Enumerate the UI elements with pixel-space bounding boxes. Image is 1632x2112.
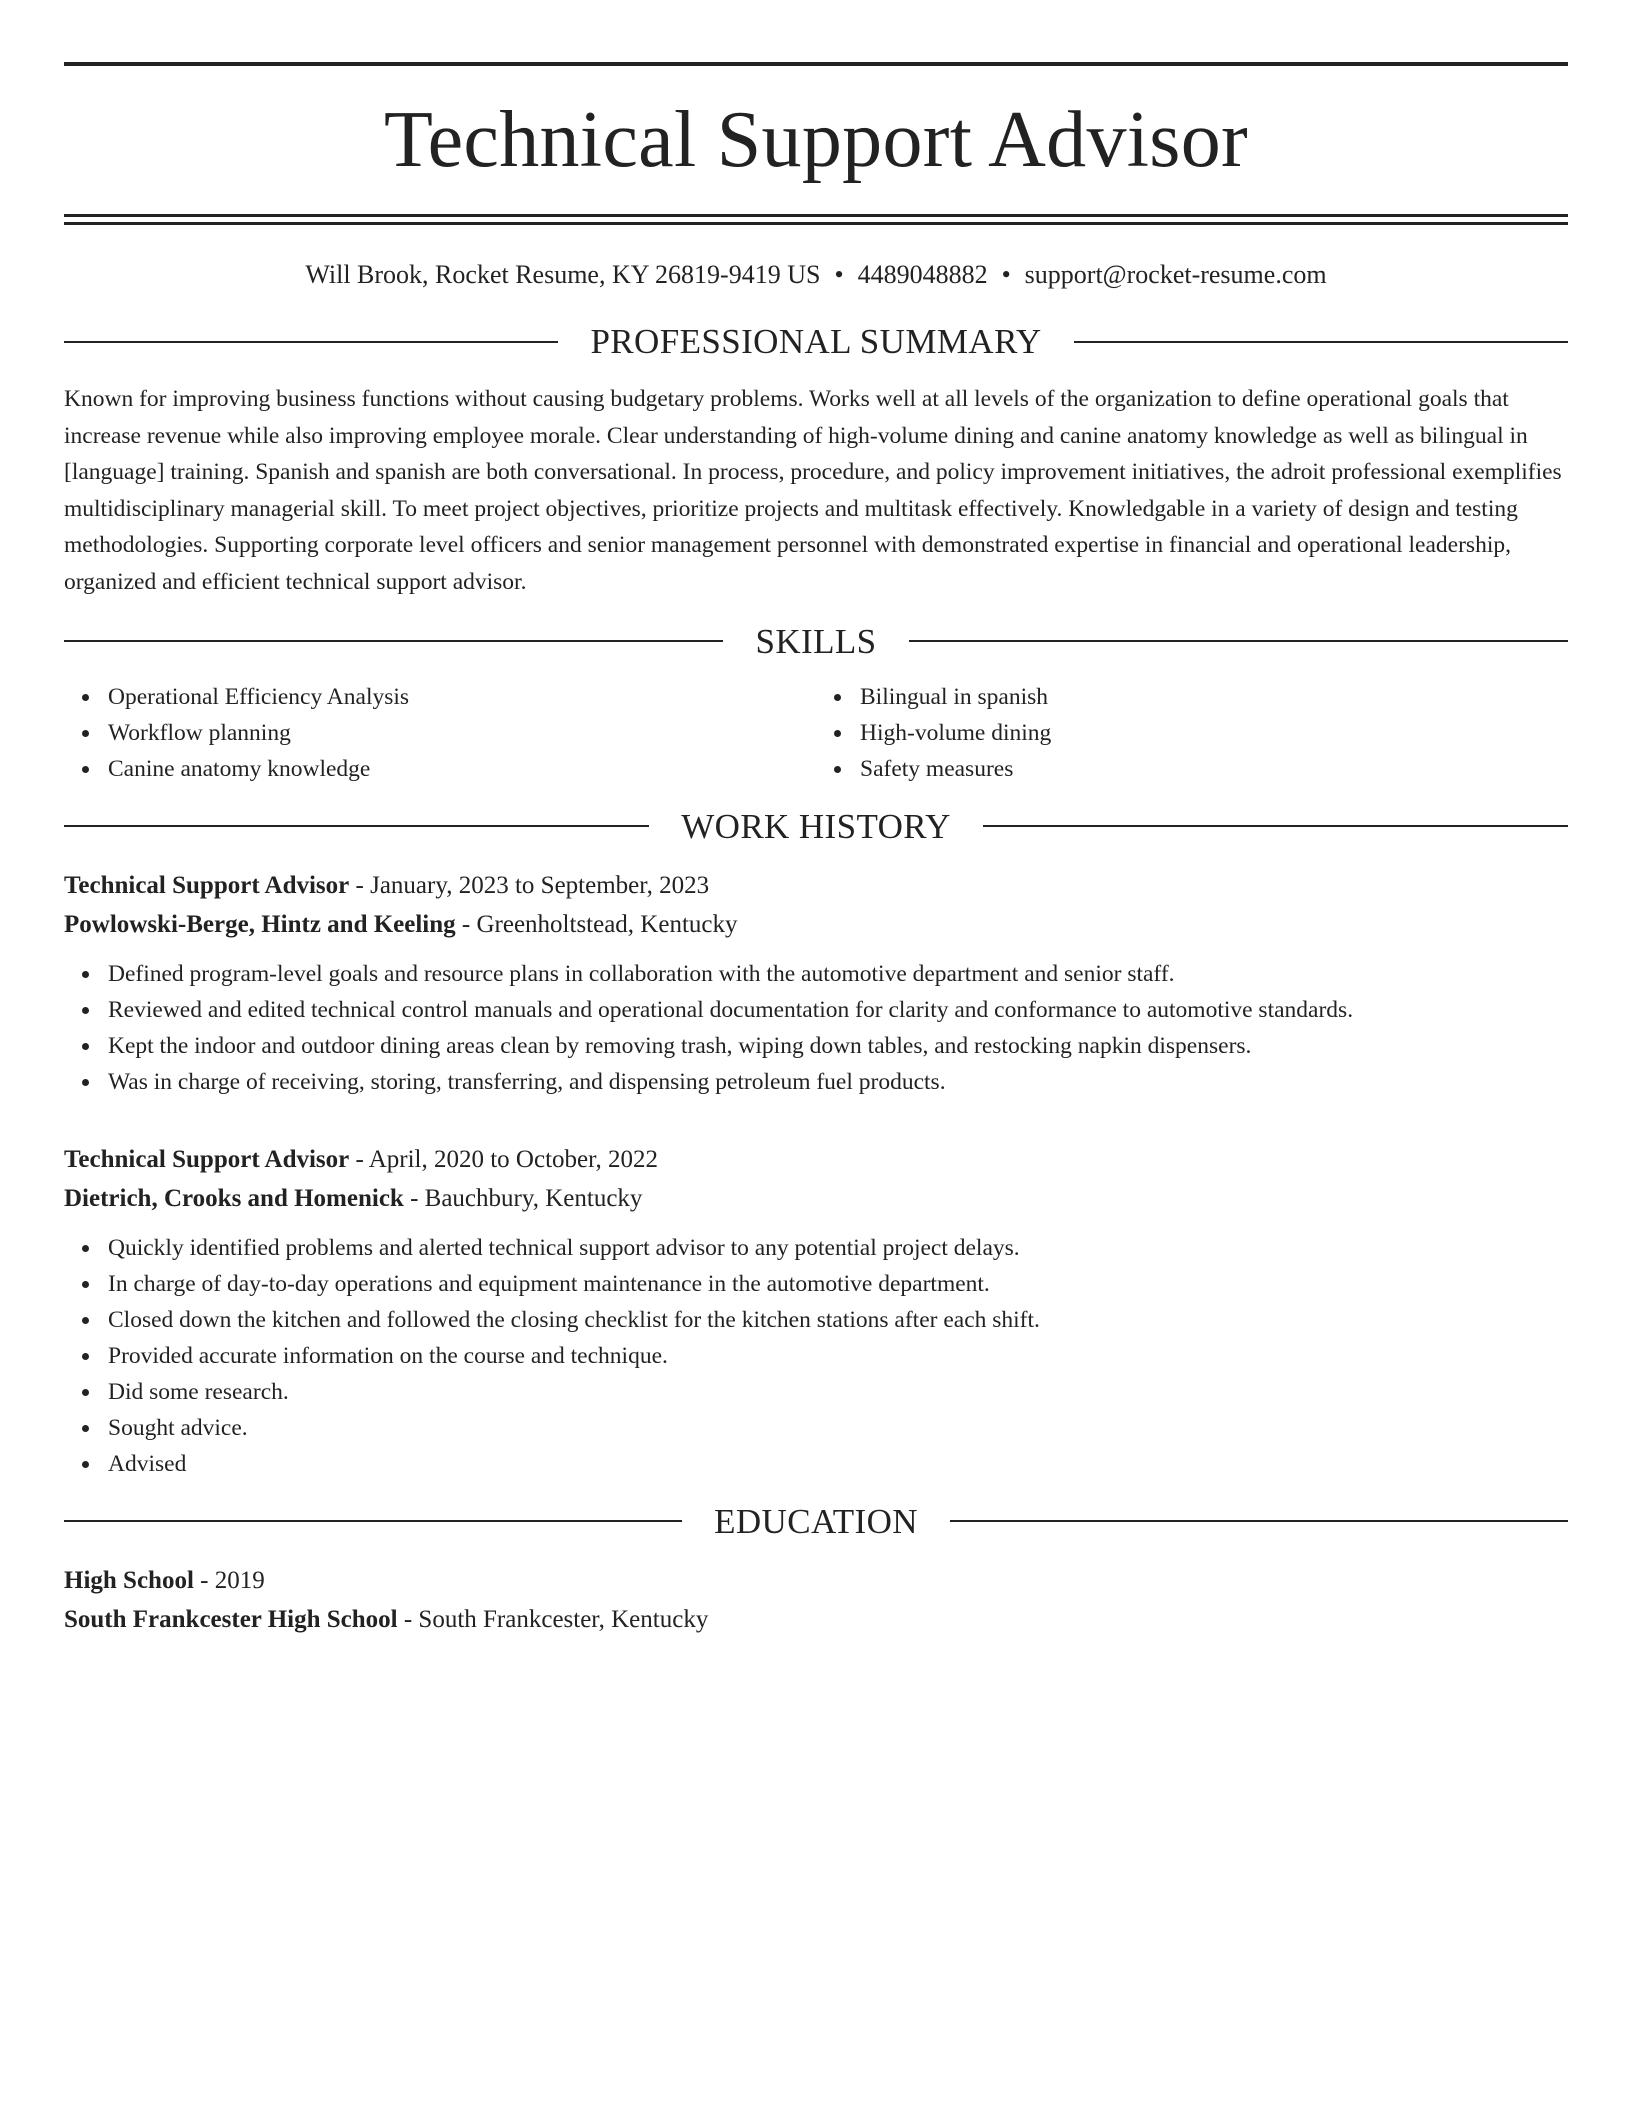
job-company: Dietrich, Crooks and Homenick	[64, 1184, 404, 1212]
job-bullet: Provided accurate information on the course and technique.	[108, 1338, 1568, 1374]
job-bullet: Did some research.	[108, 1374, 1568, 1410]
job-title: Technical Support Advisor	[64, 1145, 350, 1173]
job-dates: - January, 2023 to September, 2023	[349, 871, 710, 899]
job-bullets	[64, 1230, 1568, 1482]
education-location: - South Frankcester, Kentucky	[397, 1605, 709, 1633]
summary-heading-label: PROFESSIONAL SUMMARY	[590, 322, 1042, 362]
heading-rule-right	[950, 1520, 1568, 1522]
skills-column-right	[816, 679, 1568, 787]
job-bullet: In charge of day-to-day operations and equipment maintenance in the automotive department.	[108, 1266, 1568, 1302]
job-bullet: Advised	[108, 1446, 1568, 1482]
skills-heading-label: SKILLS	[755, 621, 877, 661]
skill-item: High-volume dining	[860, 715, 1568, 751]
contact-line	[64, 259, 1568, 290]
summary-heading	[64, 322, 1568, 362]
skills-list	[64, 679, 1568, 787]
top-rule	[64, 62, 1568, 66]
job-bullet: Quickly identified problems and alerted technical support advisor to any potential project delays.	[108, 1230, 1568, 1266]
job-bullet: Kept the indoor and outdoor dining areas clean by removing trash, wiping down tables, and restocking napkin dispensers.	[108, 1028, 1568, 1064]
job-bullets	[64, 956, 1568, 1100]
education-school-line	[64, 1600, 1568, 1639]
job-bullet: Closed down the kitchen and followed the closing checklist for the kitchen stations after each shift.	[108, 1302, 1568, 1338]
skills-column-left	[64, 679, 816, 787]
work-heading	[64, 806, 1568, 846]
contact-email: support@rocket-resume.com	[1024, 260, 1327, 289]
job-bullet: Was in charge of receiving, storing, transferring, and dispensing petroleum fuel products.	[108, 1064, 1568, 1100]
job-location: - Greenholtstead, Kentucky	[455, 910, 738, 938]
job-title: Technical Support Advisor	[64, 871, 350, 899]
job-company: Powlowski-Berge, Hintz and Keeling	[64, 910, 456, 938]
job-title-line	[64, 1140, 1568, 1179]
summary-text: Known for improving business functions without causing budgetary problems. Works well at all levels of the organization to define operational goals that increase revenue while also improving employee morale. Clear understanding of high-volume dining and canine anatomy knowledge as well as bilingual in [language] training. Spanish and spanish are both conversational. In process, procedure, and policy improvement initiatives, the adroit professional exemplifies multidisciplinary managerial skill. To meet project objectives, prioritize projects and multitask effectively. Knowledgable in a variety of design and testing methodologies. Supporting corporate level officers and senior management personnel with demonstrated expertise in financial and operational leadership, organized and efficient technical support advisor.	[64, 386, 1562, 595]
skill-item: Workflow planning	[108, 715, 816, 751]
job-bullet: Reviewed and edited technical control manuals and operational documentation for clarity and conformance to automotive standards.	[108, 992, 1568, 1028]
education-degree-line	[64, 1561, 1568, 1600]
job-dates: - April, 2020 to October, 2022	[349, 1145, 658, 1173]
job-entry	[64, 1140, 1568, 1482]
job-company-line	[64, 1179, 1568, 1218]
contact-separator: •	[1001, 260, 1011, 289]
title-double-rule	[64, 214, 1568, 225]
job-bullet: Defined program-level goals and resource plans in collaboration with the automotive department and senior staff.	[108, 956, 1568, 992]
education-year: - 2019	[193, 1566, 265, 1594]
heading-rule-left	[64, 1520, 682, 1522]
job-bullet: Sought advice.	[108, 1410, 1568, 1446]
job-location: - Bauchbury, Kentucky	[403, 1184, 643, 1212]
education-entry	[64, 1561, 1568, 1639]
skill-item: Bilingual in spanish	[860, 679, 1568, 715]
education-degree: High School	[64, 1566, 194, 1594]
job-company-line	[64, 905, 1568, 944]
education-heading-label: EDUCATION	[714, 1501, 918, 1541]
heading-rule-right	[983, 825, 1568, 827]
skills-heading	[64, 621, 1568, 661]
skill-item: Canine anatomy knowledge	[108, 751, 816, 787]
heading-rule-right	[1074, 341, 1568, 343]
skill-item: Operational Efficiency Analysis	[108, 679, 816, 715]
job-entry	[64, 866, 1568, 1100]
heading-rule-left	[64, 825, 649, 827]
work-heading-label: WORK HISTORY	[681, 806, 951, 846]
job-title-line	[64, 866, 1568, 905]
education-school: South Frankcester High School	[64, 1605, 398, 1633]
contact-phone: 4489048882	[857, 260, 988, 289]
skill-item: Safety measures	[860, 751, 1568, 787]
contact-separator: •	[834, 260, 844, 289]
heading-rule-left	[64, 640, 723, 642]
education-heading	[64, 1501, 1568, 1541]
page-title: Technical Support Advisor	[384, 96, 1248, 184]
heading-rule-right	[909, 640, 1568, 642]
heading-rule-left	[64, 341, 558, 343]
contact-address: Will Brook, Rocket Resume, KY 26819-9419 US	[305, 260, 821, 289]
